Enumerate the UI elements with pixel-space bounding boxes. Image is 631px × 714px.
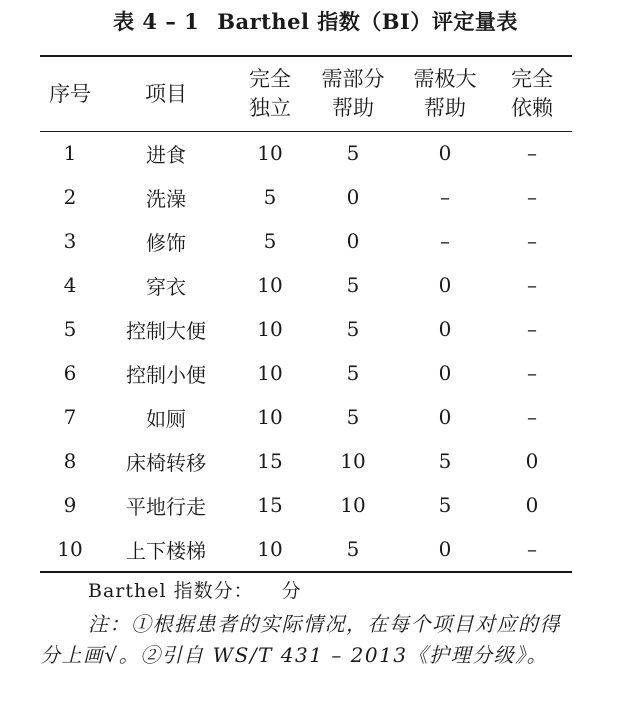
cell-no: 5 (63, 317, 77, 341)
table-row (40, 175, 572, 219)
cell-dependent: 0 (525, 449, 539, 473)
cell-major-help: 0 (438, 537, 452, 561)
cell-partial-help: 5 (346, 361, 360, 385)
cell-dependent: – (527, 229, 537, 253)
cell-independent: 10 (257, 273, 283, 297)
cell-dependent: – (527, 141, 537, 165)
col-header-item: 项目 (145, 81, 187, 106)
cell-item: 上下楼梯 (126, 538, 206, 563)
cell-major-help: 0 (438, 273, 452, 297)
cell-item: 洗澡 (146, 186, 186, 211)
cell-independent: 15 (257, 493, 283, 517)
cell-item: 控制大便 (126, 318, 206, 343)
col-header-independent: 完全 独立 (249, 67, 291, 120)
cell-major-help: – (440, 229, 450, 253)
cell-dependent: – (527, 317, 537, 341)
cell-independent: 5 (263, 185, 277, 209)
cell-partial-help: 10 (340, 449, 366, 473)
table-caption: Barthel 指数（BI）评定量表 (217, 9, 518, 34)
barthel-table (40, 57, 572, 571)
cell-dependent: – (527, 185, 537, 209)
table-row (40, 263, 572, 307)
cell-no: 3 (63, 229, 77, 253)
cell-independent: 10 (257, 141, 283, 165)
cell-partial-help: 5 (346, 317, 360, 341)
col-header-partial-help: 需部分 帮助 (321, 67, 385, 120)
table-row (40, 351, 572, 395)
cell-dependent: – (527, 361, 537, 385)
cell-dependent: – (527, 273, 537, 297)
cell-partial-help: 5 (346, 405, 360, 429)
table-row (40, 219, 572, 263)
cell-independent: 10 (257, 405, 283, 429)
score-unit: 分 (281, 580, 302, 602)
cell-partial-help: 0 (346, 185, 360, 209)
cell-major-help: 0 (438, 361, 452, 385)
cell-independent: 10 (257, 361, 283, 385)
score-label: Barthel 指数分： (88, 580, 254, 602)
table-row (40, 527, 572, 571)
bottom-rule (40, 571, 572, 573)
table-number: 表 4 – 1 (113, 9, 200, 34)
cell-major-help: – (440, 185, 450, 209)
cell-independent: 5 (263, 229, 277, 253)
table-title (0, 6, 631, 36)
cell-no: 6 (63, 361, 77, 385)
cell-item: 控制小便 (126, 362, 206, 387)
cell-independent: 15 (257, 449, 283, 473)
cell-no: 1 (63, 141, 77, 165)
cell-no: 10 (57, 537, 83, 561)
table-row (40, 395, 572, 439)
cell-no: 8 (63, 449, 77, 473)
header-row (40, 57, 572, 131)
cell-partial-help: 10 (340, 493, 366, 517)
cell-no: 7 (63, 405, 77, 429)
cell-partial-help: 5 (346, 273, 360, 297)
cell-dependent: – (527, 405, 537, 429)
cell-item: 修饰 (146, 230, 186, 255)
cell-item: 床椅转移 (126, 450, 206, 475)
cell-partial-help: 0 (346, 229, 360, 253)
cell-item: 平地行走 (126, 494, 206, 519)
col-header-no: 序号 (49, 81, 91, 106)
score-line (88, 576, 302, 603)
cell-independent: 10 (257, 537, 283, 561)
col-header-dependent: 完全 依赖 (511, 67, 553, 120)
cell-major-help: 5 (438, 449, 452, 473)
table-row (40, 131, 572, 175)
cell-major-help: 5 (438, 493, 452, 517)
cell-item: 如厕 (146, 406, 186, 431)
cell-partial-help: 5 (346, 141, 360, 165)
cell-dependent: – (527, 537, 537, 561)
cell-partial-help: 5 (346, 537, 360, 561)
table-row (40, 307, 572, 351)
cell-no: 2 (63, 185, 77, 209)
cell-dependent: 0 (525, 493, 539, 517)
cell-no: 9 (63, 493, 77, 517)
cell-major-help: 0 (438, 405, 452, 429)
cell-item: 穿衣 (146, 274, 186, 299)
cell-no: 4 (63, 273, 77, 297)
cell-independent: 10 (257, 317, 283, 341)
table-row (40, 483, 572, 527)
cell-major-help: 0 (438, 141, 452, 165)
cell-major-help: 0 (438, 317, 452, 341)
table-row (40, 439, 572, 483)
col-header-major-help: 需极大 帮助 (413, 67, 477, 120)
cell-item: 进食 (146, 142, 186, 167)
table-note: 注：①根据患者的实际情况，在每个项目对应的得分上画√。②引自 WS/T 431 – 2013《护理分级》。 (40, 612, 561, 667)
